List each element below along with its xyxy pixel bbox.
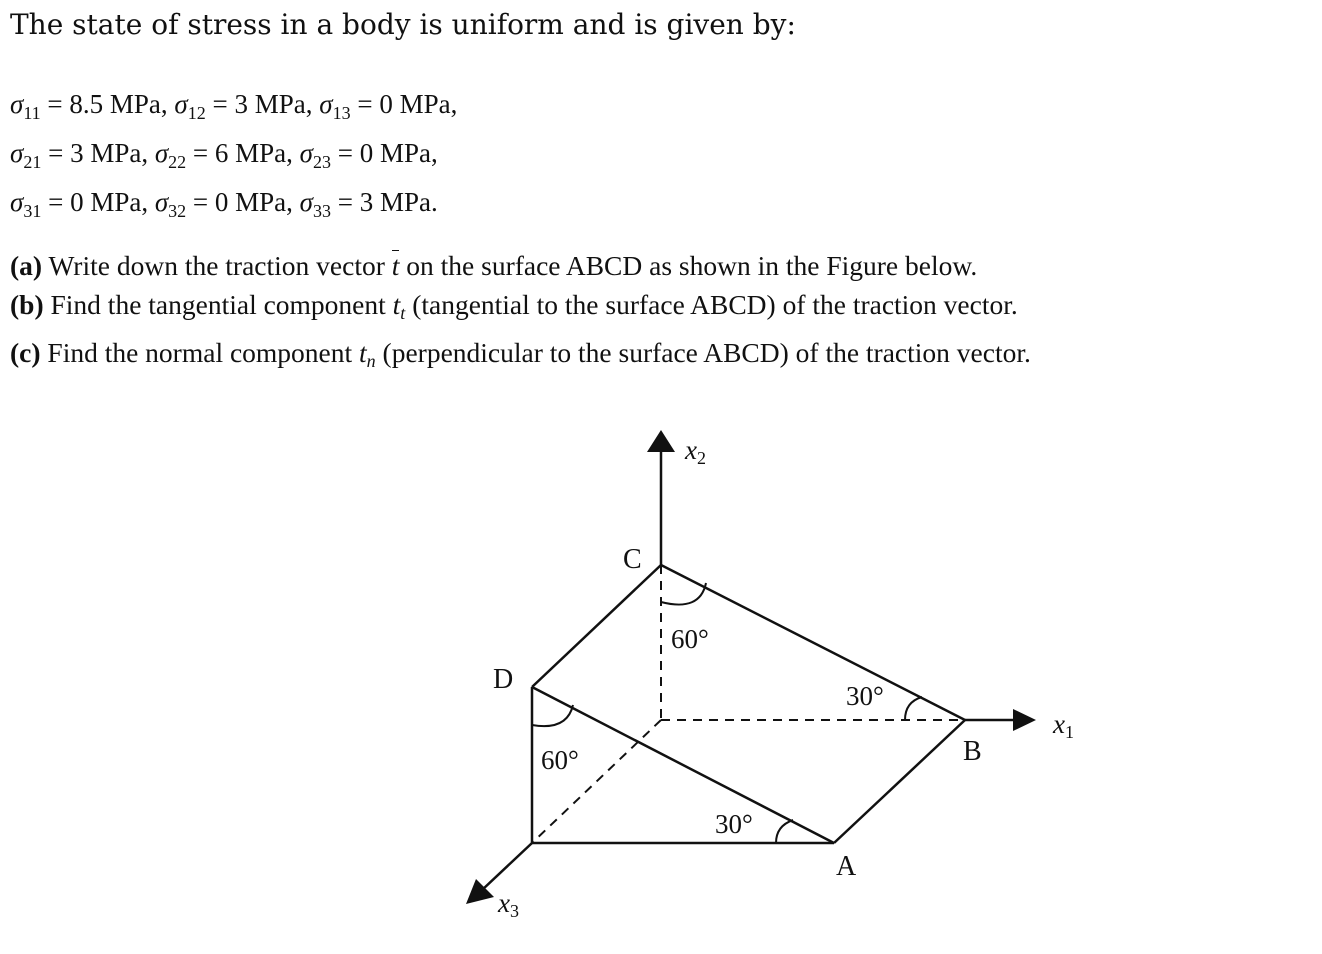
stress-row-1: $\sigma_{11} = 8.5$ MPa, $\sigma_{12} = 3$ MPa, $\sigma_{13} = 0$ MPa,	[10, 89, 458, 123]
traction-vector-symbol: t	[392, 246, 400, 285]
question-c: (c) Find the normal component $t_n$ (perpendicular to the surface ABCD) of the traction vector.	[10, 337, 1031, 371]
stress-row-2: $\sigma_{21} = 3$ MPa, $\sigma_{22} = 6$ MPa, $\sigma_{23} = 0$ MPa,	[10, 138, 438, 172]
angle-arc-D	[532, 705, 573, 726]
stress-row-3: $\sigma_{31} = 0$ MPa, $\sigma_{32} = 0$ MPa, $\sigma_{33} = 3$ MPa.	[10, 187, 438, 221]
point-label-A: A	[836, 851, 857, 882]
axis-label-x3: x3	[498, 888, 519, 921]
question-a: (a) Write down the traction vector t on the surface ABCD as shown in the Figure below.	[10, 246, 1031, 285]
angle-arc-A	[776, 820, 793, 843]
angle-arc-B	[905, 697, 922, 720]
angle-arc-C	[661, 583, 706, 605]
edge-BA	[834, 720, 965, 843]
problem-intro: The state of stress in a body is uniform and is given by:	[10, 8, 796, 41]
point-label-D: D	[493, 664, 514, 695]
edge-CD	[532, 565, 661, 687]
point-label-B: B	[963, 736, 982, 767]
angle-label-C: 60°	[671, 624, 709, 654]
angle-label-D: 60°	[541, 745, 579, 775]
axis-label-x1: x1	[1053, 709, 1074, 742]
point-label-C: C	[623, 544, 642, 575]
axis-label-x2: x2	[685, 435, 706, 468]
angle-label-A: 30°	[715, 809, 753, 839]
x1-arrowhead	[1013, 709, 1036, 731]
question-b: (b) Find the tangential component $t_t$ (tangential to the surface ABCD) of the traction vector.	[10, 289, 1018, 323]
angle-label-B: 30°	[846, 681, 884, 711]
x3-axis	[482, 843, 532, 890]
x3-axis-dashed	[532, 720, 661, 843]
x2-arrowhead	[647, 430, 675, 452]
